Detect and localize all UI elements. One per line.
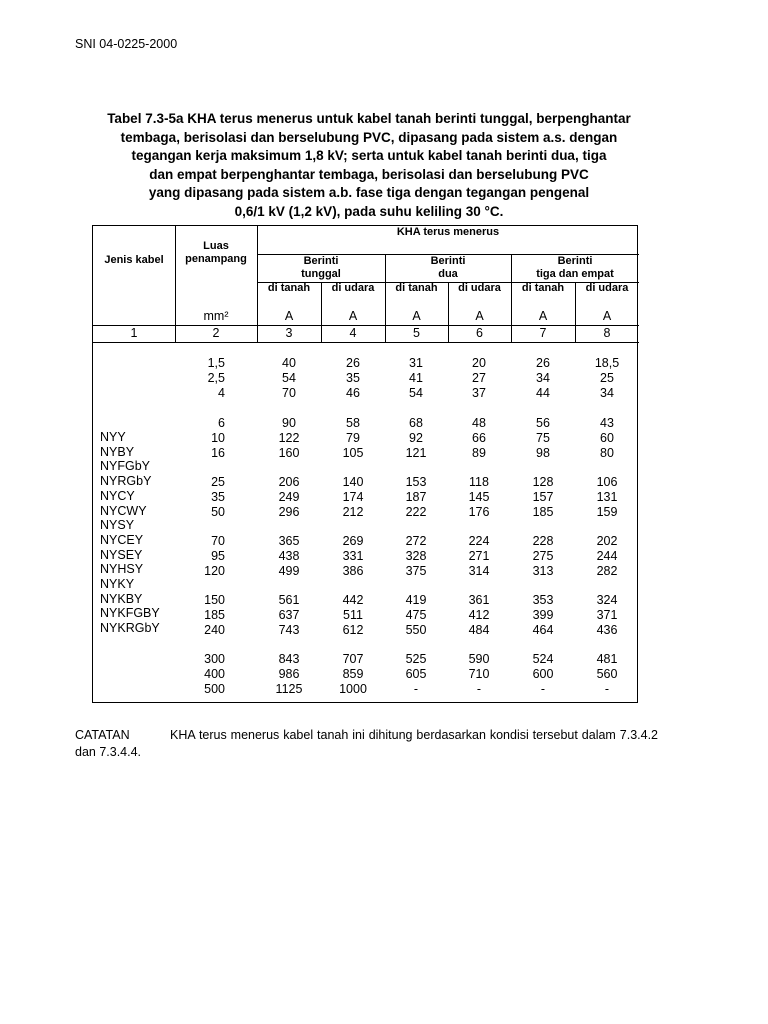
current-rating-cell: 20: [472, 356, 486, 370]
current-rating-cell: 118: [469, 475, 489, 489]
current-rating-cell: 26: [536, 356, 550, 370]
cross-section-cell: 16: [211, 446, 225, 460]
cable-type: NYCWY: [100, 503, 147, 518]
current-rating-cell: 185: [532, 505, 554, 519]
unit-cell: A: [538, 309, 548, 323]
current-rating-cell: 371: [596, 608, 618, 622]
current-rating-cell: 481: [596, 652, 618, 666]
current-rating-cell: 314: [468, 564, 490, 578]
current-rating-cell: 249: [278, 490, 300, 504]
current-rating-cell: 442: [342, 593, 364, 607]
current-rating-cell: 561: [278, 593, 300, 607]
current-rating-cell: 122: [278, 431, 300, 445]
current-rating-cell: 560: [596, 667, 618, 681]
header-group-line: Berinti: [430, 255, 466, 267]
cross-section-cell: 6: [218, 416, 225, 430]
current-rating-cell: 986: [278, 667, 300, 681]
current-rating-cell: 282: [596, 564, 618, 578]
current-rating-cell: 600: [532, 667, 554, 681]
current-rating-cell: 140: [342, 475, 364, 489]
current-rating-cell: 271: [468, 549, 490, 563]
cross-section-cell: 50: [211, 505, 225, 519]
current-rating-cell: 157: [532, 490, 554, 504]
current-rating-cell: 419: [405, 593, 427, 607]
column-number: 4: [349, 326, 357, 340]
cross-section-cell: 4: [218, 386, 225, 400]
cable-type: NYCEY: [100, 532, 144, 547]
current-rating-cell: 121: [405, 446, 427, 460]
cable-type: NYCY: [100, 488, 135, 503]
current-rating-cell: 436: [596, 623, 618, 637]
current-rating-cell: 37: [472, 386, 486, 400]
current-rating-cell: 43: [600, 416, 614, 430]
header-jenis-kabel: Jenis kabel: [104, 254, 164, 266]
current-rating-cell: 612: [342, 623, 364, 637]
current-rating-cell: 244: [596, 549, 618, 563]
note-text: KHA terus menerus kabel tanah ini dihitung berdasarkan kondisi tersebut dalam 7.3.4.2 dan 7.3.4.4.: [75, 728, 658, 759]
current-rating-cell: 105: [342, 446, 364, 460]
current-rating-cell: 131: [596, 490, 618, 504]
column-number: 8: [603, 326, 611, 340]
header-sub: di udara: [331, 282, 375, 294]
current-rating-cell: 40: [282, 356, 296, 370]
cross-section-cell: 300: [204, 652, 225, 666]
current-rating-cell: 525: [405, 652, 427, 666]
current-rating-cell: 160: [278, 446, 300, 460]
current-rating-cell: 399: [532, 608, 554, 622]
unit-cell: A: [475, 309, 484, 323]
current-rating-cell: 331: [342, 549, 364, 563]
column-number: 7: [539, 326, 547, 340]
column-number: 5: [413, 326, 420, 340]
current-rating-cell: 550: [405, 623, 427, 637]
caption-line: yang dipasang pada sistem a.b. fase tiga dengan tegangan pengenal: [148, 185, 590, 201]
cable-type: NYRGbY: [100, 474, 152, 489]
current-rating-cell: 31: [409, 356, 423, 370]
caption-line: dan empat berpenghantar tembaga, berisolasi dan berselubung PVC: [149, 166, 589, 182]
current-rating-cell: 499: [278, 564, 300, 578]
caption-line: tembaga, berisolasi dan berselubung PVC, dipasang pada sistem a.s. dengan: [120, 129, 618, 145]
current-rating-cell: 66: [472, 431, 486, 445]
note: [75, 727, 658, 761]
current-rating-cell: 707: [342, 652, 364, 666]
current-rating-cell: -: [540, 682, 546, 696]
current-rating-cell: 60: [600, 431, 614, 445]
caption-line: tegangan kerja maksimum 1,8 kV; serta untuk kabel tanah berinti dua, tiga: [131, 148, 607, 164]
current-rating-cell: 438: [278, 549, 300, 563]
current-rating-cell: 92: [409, 431, 423, 445]
current-rating-cell: 35: [346, 371, 360, 385]
current-rating-cell: 145: [468, 490, 490, 504]
cable-type: NYSEY: [100, 547, 143, 562]
current-rating-cell: 56: [536, 416, 550, 430]
header-kha: KHA terus menerus: [396, 226, 500, 238]
current-rating-cell: 275: [532, 549, 554, 563]
current-rating-cell: 224: [468, 534, 490, 548]
current-rating-cell: 375: [405, 564, 427, 578]
header-group-line: tunggal: [301, 268, 341, 280]
current-rating-cell: -: [604, 682, 610, 696]
table-caption: [80, 110, 658, 222]
current-rating-cell: 106: [596, 475, 618, 489]
cable-type: NYKFGBY: [100, 606, 160, 621]
caption-line: Tabel 7.3-5a KHA terus menerus untuk kabel tanah berinti tunggal, berpenghantar: [107, 111, 631, 126]
current-rating-cell: 79: [346, 431, 360, 445]
current-rating-cell: 206: [278, 475, 300, 489]
column-number: 2: [212, 326, 220, 340]
cross-section-cell: 240: [204, 623, 225, 637]
current-rating-cell: 843: [278, 652, 300, 666]
cable-type: NYKRGbY: [100, 621, 160, 636]
cable-type: NYKBY: [100, 591, 143, 606]
cross-section-cell: 500: [204, 682, 225, 696]
current-rating-cell: 54: [282, 371, 296, 385]
cable-type: NYKY: [100, 577, 135, 591]
rule: [93, 342, 639, 343]
current-rating-cell: 54: [409, 386, 423, 400]
header-sub: di tanah: [395, 282, 438, 294]
header-group-line: Berinti: [303, 255, 339, 267]
current-rating-cell: 98: [536, 446, 550, 460]
current-rating-cell: 48: [472, 416, 486, 430]
current-rating-cell: 70: [282, 386, 296, 400]
unit-cell: A: [602, 309, 612, 323]
current-rating-cell: 605: [405, 667, 427, 681]
current-rating-cell: 296: [278, 505, 300, 519]
current-rating-cell: 80: [600, 446, 614, 460]
cross-section-cell: 150: [204, 593, 225, 607]
current-rating-cell: 1125: [275, 682, 303, 696]
current-rating-cell: -: [476, 682, 482, 696]
caption-line: 0,6/1 kV (1,2 kV), pada suhu keliling 30 °C.: [234, 203, 504, 219]
header-sub: di udara: [585, 282, 629, 294]
cross-section-cell: 185: [204, 608, 225, 622]
cable-type: NYY: [100, 430, 126, 444]
cable-type: NYHSY: [100, 562, 144, 577]
cross-section-cell: 1,5: [207, 356, 225, 370]
current-rating-cell: 511: [343, 608, 363, 622]
current-rating-cell: 222: [405, 505, 427, 519]
cross-section-cell: 70: [211, 534, 225, 548]
header-sub: di udara: [458, 282, 501, 294]
current-rating-cell: 353: [532, 593, 554, 607]
header-group-line: dua: [438, 268, 458, 280]
current-rating-cell: 710: [468, 667, 490, 681]
cross-section-cell: 25: [211, 475, 225, 489]
column-number: 6: [476, 326, 483, 340]
current-rating-cell: 75: [536, 431, 550, 445]
current-rating-cell: 412: [468, 608, 490, 622]
current-rating-cell: 859: [342, 667, 364, 681]
note-label: CATATAN: [75, 728, 130, 742]
column-number: 1: [130, 326, 138, 340]
current-rating-cell: 27: [472, 371, 486, 385]
current-rating-cell: 89: [472, 446, 486, 460]
cable-type: NYFGbY: [100, 459, 151, 474]
current-rating-cell: 269: [342, 534, 364, 548]
current-rating-cell: 484: [468, 623, 490, 637]
current-rating-cell: 90: [282, 416, 296, 430]
current-rating-cell: 58: [346, 416, 360, 430]
unit-cell: A: [348, 309, 358, 323]
cross-section-cell: 400: [204, 667, 225, 681]
current-rating-cell: 365: [278, 534, 300, 548]
current-rating-cell: 524: [532, 652, 554, 666]
current-rating-cell: 187: [405, 490, 427, 504]
unit-cell: mm²: [203, 309, 229, 323]
cross-section-cell: 95: [211, 549, 225, 563]
current-rating-cell: 174: [342, 490, 364, 504]
current-rating-cell: 590: [468, 652, 490, 666]
cable-type: NYSY: [100, 518, 135, 533]
current-rating-cell: 272: [405, 534, 427, 548]
header-sub: di tanah: [267, 282, 311, 294]
current-rating-cell: 25: [600, 371, 614, 385]
cross-section-cell: 2,5: [207, 371, 225, 385]
current-rating-cell: 743: [278, 623, 300, 637]
header-sub: di tanah: [521, 282, 565, 294]
unit-cell: A: [284, 309, 294, 323]
current-rating-cell: 159: [596, 505, 618, 519]
unit-cell: A: [412, 309, 421, 323]
current-rating-cell: 176: [468, 505, 490, 519]
current-rating-cell: 475: [405, 608, 427, 622]
current-rating-cell: -: [413, 682, 419, 696]
header-group-line: Berinti: [557, 255, 593, 267]
cable-type: NYBY: [100, 444, 135, 459]
header-luas-2: penampang: [185, 253, 247, 265]
current-rating-cell: 228: [532, 534, 554, 548]
current-rating-cell: 46: [346, 386, 360, 400]
cross-section-cell: 120: [204, 564, 225, 578]
current-rating-cell: 202: [596, 534, 618, 548]
current-rating-cell: 464: [532, 623, 554, 637]
current-rating-cell: 41: [409, 371, 423, 385]
current-rating-cell: 68: [409, 416, 423, 430]
current-rating-cell: 386: [342, 564, 364, 578]
cross-section-cell: 10: [211, 431, 225, 445]
current-rating-cell: 328: [405, 549, 427, 563]
current-rating-cell: 34: [600, 386, 614, 400]
kha-table: [92, 225, 638, 703]
current-rating-cell: 324: [596, 593, 618, 607]
current-rating-cell: 1000: [339, 682, 367, 696]
document-id: SNI 04-0225-2000: [75, 37, 178, 51]
current-rating-cell: 212: [342, 505, 364, 519]
header-group-line: tiga dan empat: [536, 268, 614, 280]
current-rating-cell: 26: [346, 356, 360, 370]
current-rating-cell: 637: [278, 608, 300, 622]
current-rating-cell: 44: [536, 386, 550, 400]
cross-section-cell: 35: [211, 490, 225, 504]
header-luas-1: Luas: [203, 240, 229, 252]
current-rating-cell: 361: [468, 593, 490, 607]
column-number: 3: [285, 326, 293, 340]
current-rating-cell: 313: [532, 564, 554, 578]
current-rating-cell: 18,5: [594, 356, 620, 370]
current-rating-cell: 153: [405, 475, 427, 489]
current-rating-cell: 34: [536, 371, 550, 385]
current-rating-cell: 128: [532, 475, 554, 489]
